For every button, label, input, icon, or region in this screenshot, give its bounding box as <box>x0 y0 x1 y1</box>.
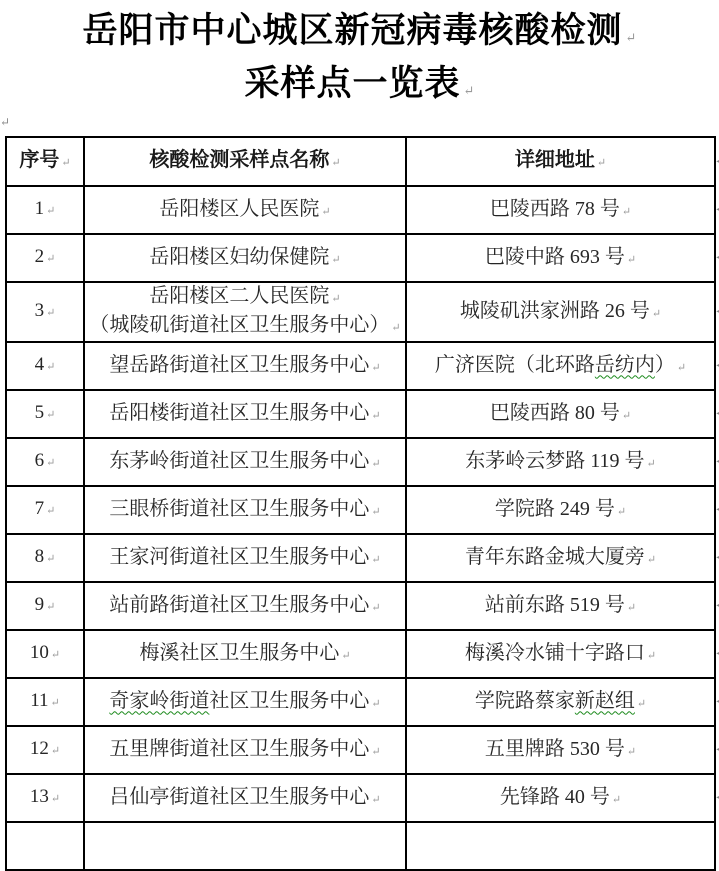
cell-text-line <box>89 283 401 312</box>
row-number-cell <box>6 186 84 234</box>
table-row <box>6 534 715 582</box>
row-end-mark <box>714 409 719 420</box>
address-cell <box>406 438 715 486</box>
cell-text-line <box>411 400 710 429</box>
row-end-mark <box>714 793 719 804</box>
address-cell <box>406 774 715 822</box>
cell-text-line <box>411 196 710 225</box>
row-number-cell <box>6 234 84 282</box>
table-row <box>6 234 715 282</box>
cell-text-line <box>89 736 401 765</box>
site-name-cell <box>84 726 406 774</box>
table-row <box>6 186 715 234</box>
cell-text: 巴陵西路 78 号 <box>489 197 620 220</box>
cell-text-line <box>89 448 401 477</box>
address-cell <box>406 342 715 390</box>
table-row <box>6 342 715 390</box>
table-row <box>6 438 715 486</box>
spellcheck-flagged-text: 奇家岭街道 <box>109 689 210 712</box>
cell-text-line <box>411 784 710 813</box>
cell-text: 巴陵中路 693 号 <box>484 245 625 268</box>
cell-text: 梅溪冷水铺十字路口 <box>464 641 645 664</box>
row-number-cell <box>6 726 84 774</box>
cell-text-line <box>11 244 79 272</box>
cell-text-line <box>411 688 710 717</box>
row-end-mark <box>714 457 719 468</box>
row-end-mark <box>714 361 719 372</box>
row-number-cell <box>6 390 84 438</box>
cell-text: 13 <box>29 786 49 807</box>
row-number-cell <box>6 438 84 486</box>
site-name-cell <box>84 486 406 534</box>
cell-text-line <box>411 448 710 477</box>
site-name-cell <box>84 186 406 234</box>
page-title-line-2 <box>0 61 719 114</box>
site-name-cell <box>84 774 406 822</box>
cell-text-line <box>89 592 401 621</box>
page-title-line-1 <box>0 8 719 61</box>
cell-text: （城陵矶街道社区卫生服务中心） <box>89 314 390 336</box>
cell-text-line <box>411 640 710 669</box>
cell-text-line <box>89 312 401 341</box>
cell-text-line <box>11 448 79 476</box>
cell-text: 4 <box>34 354 45 375</box>
cell-text: 望岳路街道社区卫生服务中心 <box>109 353 370 376</box>
table-body <box>6 186 715 870</box>
cell-text: 社区卫生服务中心 <box>209 689 370 712</box>
address-cell <box>406 822 715 870</box>
site-name-cell <box>84 678 406 726</box>
row-number-cell <box>6 582 84 630</box>
cell-text: 8 <box>34 546 45 567</box>
row-end-mark <box>714 205 719 216</box>
page-title <box>0 8 719 114</box>
cell-text: 1 <box>34 198 45 219</box>
address-cell <box>406 390 715 438</box>
cell-text: 先锋路 40 号 <box>499 785 610 808</box>
cell-text-line <box>89 244 401 273</box>
cell-text-line <box>411 736 710 765</box>
address-cell <box>406 534 715 582</box>
cell-text-line <box>411 298 710 327</box>
row-number-cell <box>6 534 84 582</box>
cell-text-line <box>411 592 710 621</box>
page-title-text-1: 岳阳市中心城区新冠病毒核酸检测 <box>82 11 623 50</box>
site-name-cell <box>84 582 406 630</box>
address-cell <box>406 630 715 678</box>
spellcheck-flagged-text: 岳纺内 <box>594 353 655 376</box>
row-end-mark <box>714 505 719 516</box>
cell-text: 3 <box>34 300 45 321</box>
cell-text-line <box>411 352 710 381</box>
row-end-mark <box>714 156 719 167</box>
row-number-cell <box>6 342 84 390</box>
cell-text-line <box>11 640 79 668</box>
address-cell <box>406 186 715 234</box>
cell-text: 5 <box>34 402 45 423</box>
row-number-cell <box>6 774 84 822</box>
cell-text: 学院路 249 号 <box>494 497 615 520</box>
cell-text-line <box>411 496 710 525</box>
row-number-cell <box>6 486 84 534</box>
address-cell <box>406 726 715 774</box>
cell-text: 岳阳楼区人民医院 <box>159 197 320 220</box>
cell-text: 10 <box>29 642 49 663</box>
table-row <box>6 630 715 678</box>
row-end-mark <box>714 697 719 708</box>
cell-text-line <box>411 244 710 273</box>
cell-text-line <box>11 298 79 326</box>
document-page <box>0 8 719 820</box>
table-row <box>6 822 715 870</box>
cell-text: 岳阳楼街道社区卫生服务中心 <box>109 401 370 424</box>
cell-text: 城陵矶洪家洲路 26 号 <box>459 299 650 322</box>
site-name-cell <box>84 282 406 342</box>
cell-text-line <box>11 688 79 716</box>
cell-text: 岳阳楼区妇幼保健院 <box>149 245 330 268</box>
cell-text: 梅溪社区卫生服务中心 <box>139 641 340 664</box>
cell-text: 青年东路金城大厦旁 <box>464 545 645 568</box>
cell-text-line <box>11 352 79 380</box>
cell-text-line <box>411 544 710 573</box>
table-header <box>6 137 715 186</box>
cell-text-line <box>11 736 79 764</box>
cell-text-line <box>89 544 401 573</box>
cell-text-line <box>11 544 79 572</box>
cell-text: 广济医院（北环路 <box>434 353 595 376</box>
cell-text: 岳阳楼区二人民医院 <box>149 285 330 307</box>
row-end-mark <box>714 649 719 660</box>
cell-text-line <box>89 352 401 381</box>
cell-text: 6 <box>34 450 45 471</box>
cell-text-line <box>89 640 401 669</box>
row-end-mark <box>714 307 719 318</box>
cell-text-line <box>89 400 401 429</box>
cell-text-line <box>89 196 401 225</box>
sampling-points-table <box>5 136 716 871</box>
header-cell-site-name <box>84 137 406 186</box>
address-cell <box>406 582 715 630</box>
cell-text: 站前路街道社区卫生服务中心 <box>109 593 370 616</box>
site-name-cell <box>84 390 406 438</box>
cell-text: 巴陵西路 80 号 <box>489 401 620 424</box>
table-row <box>6 486 715 534</box>
cell-text-line <box>11 496 79 524</box>
cell-text: 7 <box>34 498 45 519</box>
cell-text: 五里牌街道社区卫生服务中心 <box>109 737 370 760</box>
cell-text-line <box>11 400 79 428</box>
header-label-address: 详细地址 <box>514 149 595 171</box>
header-label-site-name: 核酸检测采样点名称 <box>149 149 330 171</box>
cell-text-line <box>89 496 401 525</box>
site-name-cell <box>84 342 406 390</box>
table-row <box>6 582 715 630</box>
table-header-row <box>6 137 715 186</box>
cell-text: 王家河街道社区卫生服务中心 <box>109 545 370 568</box>
address-cell <box>406 234 715 282</box>
page-title-text-2: 采样点一览表 <box>244 64 461 103</box>
site-name-cell <box>84 534 406 582</box>
header-cell-number <box>6 137 84 186</box>
row-end-mark <box>714 601 719 612</box>
row-number-cell <box>6 630 84 678</box>
cell-text: 五里牌路 530 号 <box>484 737 625 760</box>
table-row <box>6 678 715 726</box>
cell-text: 12 <box>29 738 49 759</box>
cell-text-line <box>89 784 401 813</box>
cell-text-line <box>11 196 79 224</box>
row-end-mark <box>714 745 719 756</box>
row-end-mark <box>714 553 719 564</box>
cell-text: 9 <box>34 594 45 615</box>
address-cell <box>406 486 715 534</box>
cell-text: 11 <box>30 690 49 711</box>
header-label-number: 序号 <box>19 149 60 171</box>
cell-text: 站前东路 519 号 <box>484 593 625 616</box>
site-name-cell <box>84 438 406 486</box>
spellcheck-flagged-text: 新赵组 <box>574 689 635 712</box>
cell-text: 2 <box>34 246 45 267</box>
paragraph-mark <box>0 114 10 130</box>
site-name-cell <box>84 822 406 870</box>
table-row <box>6 774 715 822</box>
cell-text: 东茅岭云梦路 119 号 <box>465 449 645 472</box>
row-number-cell <box>6 282 84 342</box>
table-row <box>6 282 715 342</box>
cell-text-line <box>11 592 79 620</box>
table-row <box>6 726 715 774</box>
cell-text: ） <box>654 353 675 376</box>
row-number-cell <box>6 678 84 726</box>
site-name-cell <box>84 630 406 678</box>
site-name-cell <box>84 234 406 282</box>
address-cell <box>406 678 715 726</box>
cell-text: 东茅岭街道社区卫生服务中心 <box>109 449 370 472</box>
row-end-mark <box>714 253 719 264</box>
cell-text: 三眼桥街道社区卫生服务中心 <box>109 497 370 520</box>
row-number-cell <box>6 822 84 870</box>
cell-text-line <box>11 784 79 812</box>
cell-text-line <box>89 688 401 717</box>
cell-text: 吕仙亭街道社区卫生服务中心 <box>109 785 370 808</box>
cell-text: 学院路蔡家 <box>474 689 575 712</box>
header-cell-address <box>406 137 715 186</box>
address-cell <box>406 282 715 342</box>
table-row <box>6 390 715 438</box>
